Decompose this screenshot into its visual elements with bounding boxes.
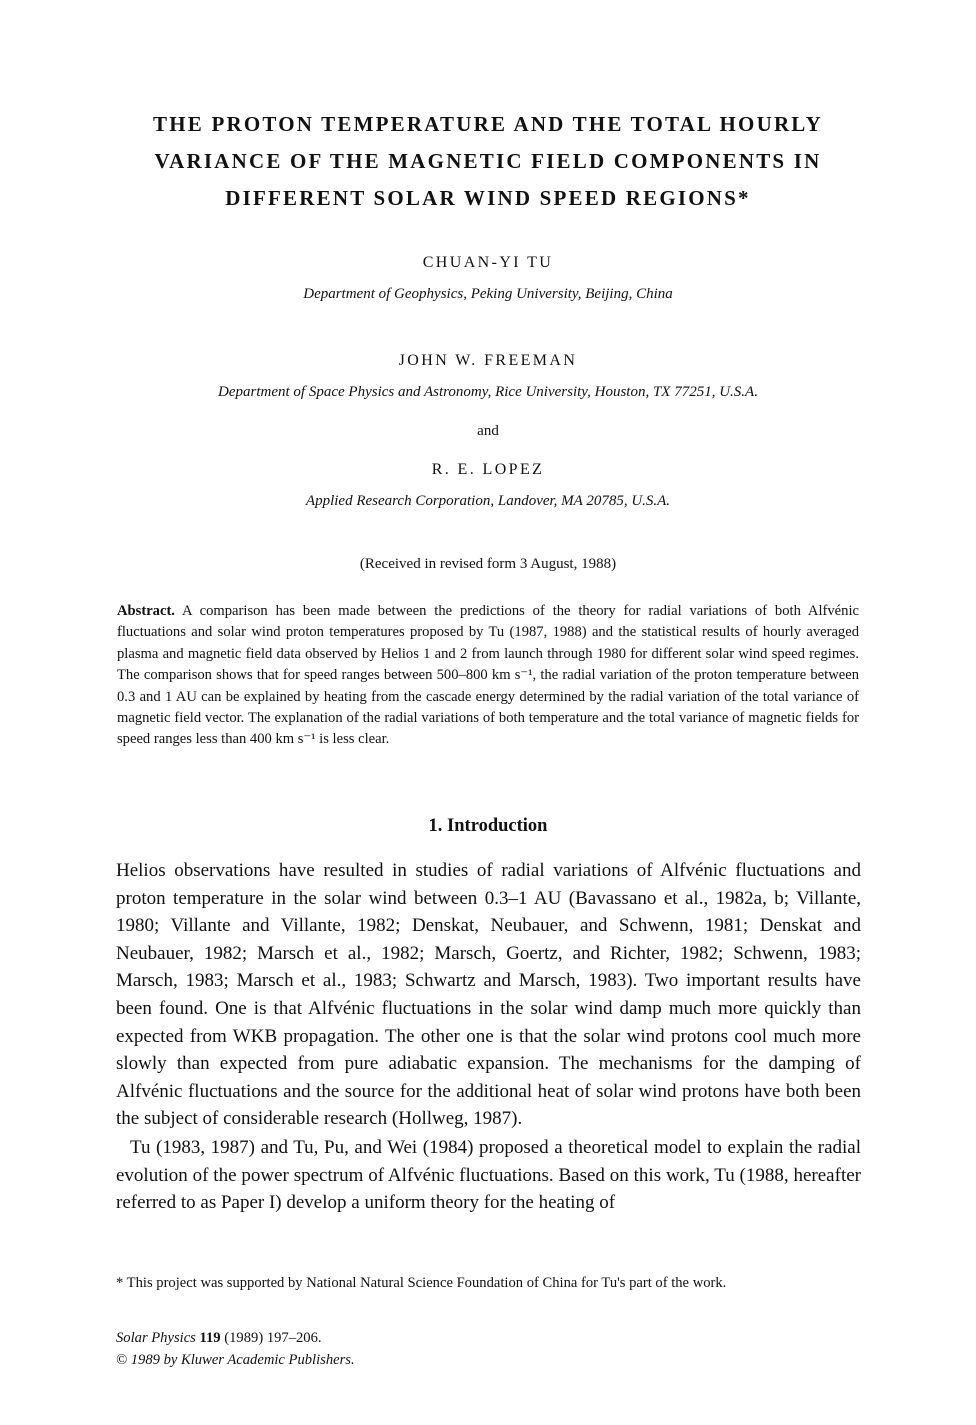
journal-name: Solar Physics [116, 1330, 196, 1346]
paragraph: Tu (1983, 1987) and Tu, Pu, and Wei (1984) proposed a theoretical model to explain the radial evolution of the power spectrum of Alfvénic fluctuations. Based on this work, Tu (1988, hereafter referred to as Paper I) develop a uniform theory for the heating of [116, 1136, 861, 1214]
author-affiliation: Department of Geophysics, Peking University, Beijing, China [303, 286, 673, 302]
journal-volume: 119 [199, 1330, 221, 1346]
title-line-2: VARIANCE OF THE MAGNETIC FIELD COMPONENTS IN [154, 149, 822, 173]
author-affiliation: Department of Space Physics and Astronomy, Rice University, Houston, TX 77251, U.S.A. [218, 384, 758, 400]
journal-info [116, 1327, 355, 1371]
section-heading: 1. Introduction [428, 816, 548, 836]
journal-pages: (1989) 197–206. [224, 1330, 322, 1346]
title-line-3: DIFFERENT SOLAR WIND SPEED REGIONS* [225, 186, 751, 210]
abstract-text: A comparison has been made between the predictions of the theory for radial variations of both Alfvénic fluctuations and solar wind proton temperatures proposed by Tu (1987, 1988) and the statistical results of hourly averaged plasma and magnetic field data observed by Helios 1 and 2 from launch through 1980 for different solar wind speed regimes. The comparison shows that for speed ranges between 500–800 km s⁻¹, the radial variation of the proton temperature between 0.3 and 1 AU can be explained by heating from the cascade energy determined by the radial variation of the total variance of magnetic field vector. The explanation of the radial variations of both temperature and the total variance of magnetic fields for speed ranges less than 400 km s⁻¹ is less clear. [117, 603, 859, 748]
author-conjunction: and [477, 423, 499, 439]
author-name: CHUAN-YI TU [422, 254, 554, 271]
received-date: (Received in revised form 3 August, 1988) [359, 556, 617, 572]
copyright: © 1989 by Kluwer Academic Publishers. [116, 1352, 355, 1368]
author-affiliation: Applied Research Corporation, Landover, MA 20785, U.S.A. [305, 493, 671, 509]
journal-citation [116, 1327, 355, 1349]
author-name: JOHN W. FREEMAN [398, 352, 578, 369]
body-text [116, 857, 861, 1217]
author-name: R. E. LOPEZ [431, 461, 545, 478]
paragraph: Helios observations have resulted in studies of radial variations of Alfvénic fluctuations and proton temperature in the solar wind between 0.3–1 AU (Bavassano et al., 1982a, b; Villante, 1980; Villante and Villante, 1982; Denskat, Neubauer, and Schwenn, 1981; Denskat and Neubauer, 1982; Marsch et al., 1982; Marsch, Goertz, and Richter, 1982; Schwenn, 1983; Marsch, 1983; Marsch et al., 1983; Schwartz and Marsch, 1983). Two important results have been found. One is that Alfvénic fluctuations in the solar wind damp much more quickly than expected from WKB propagation. The other one is that the solar wind protons cool much more slowly than expected from pure adiabatic expansion. The mechanisms for the damping of Alfvénic fluctuations and the source for the additional heat of solar wind protons have both been the subject of considerable research (Hollweg, 1987). [116, 860, 861, 1130]
abstract [117, 601, 859, 751]
abstract-label: Abstract. [117, 603, 175, 619]
footnote: * This project was supported by National Natural Science Foundation of China for Tu's part of the work. [116, 1275, 727, 1291]
paper-title [90, 106, 886, 217]
title-line-1: THE PROTON TEMPERATURE AND THE TOTAL HOURLY [153, 112, 823, 136]
